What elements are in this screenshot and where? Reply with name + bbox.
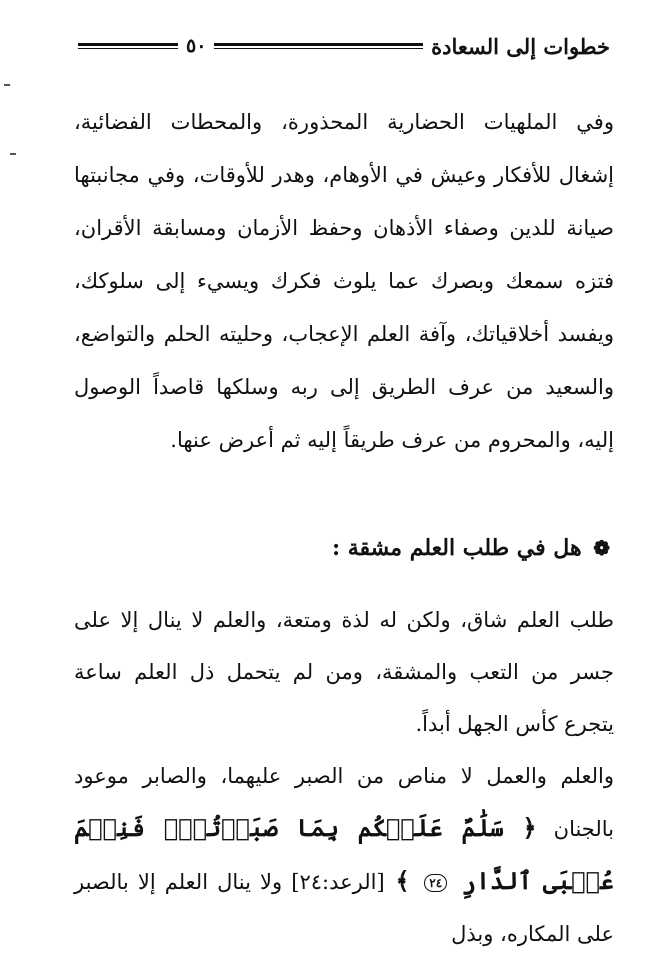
paragraph-3-outro: ولا ينال العلم إلا بالصبر على المكاره، وبذل [74,870,614,946]
paragraph-3-intro: والعلم والعمل لا مناص من الصبر عليهما، والصابر موعود بالجنان [74,764,614,841]
section-heading-text: هل في طلب العلم مشقة : [331,535,582,561]
paragraph-1 [74,96,614,467]
header-rule-short [78,43,178,49]
paragraph-3 [74,750,614,960]
verse-text: سَلَٰمٌ عَلَيۡكُم بِمَا صَبَرۡتُمۡۚ فَنِعۡمَ عُقۡبَى ٱلدَّارِ [74,813,614,895]
book-title: خطوات إلى السعادة [431,33,610,59]
paragraph-2: طلب العلم شاق، ولكن له لذة ومتعة، والعلم لا ينال إلا على جسر من التعب والمشقة، ومن لم يتحمل ذل العلم ساعة يتجرع كأس الجهل أبداً. [74,608,614,736]
verse-close-bracket: ﴾ [395,866,410,895]
section-heading [80,528,610,568]
margin-mark-top [4,84,10,86]
flower-bullet-icon: ❁ [593,536,610,560]
margin-mark-middle [10,153,16,155]
paragraph-1-text: وفي الملهيات الحضارية المحذورة، والمحطات الفضائية، إشغال للأفكار وعيش في الأوهام، وهدر للأوقات، وفي مجانبتها صيانة للدين وصفاء الأذهان وحفظ الأزمان ومسابقة الأقران، فتزه سمعك وبصرك عما يلوث فكرك ويسيء إلى سلوكك، ويفسد أخلاقياتك، وآفة العلم الإعجاب، وحليته الحلم والتواضع، والسعيد من عرف الطريق إلى ربه وسلكها قاصداً الوصول إليه، والمحروم من عرف طريقاً إليه ثم أعرض عنها. [74,110,614,452]
page-number: ٥٠ [186,35,207,57]
running-header [70,26,610,66]
section-body [74,594,614,960]
ayah-number-badge: ٢٤ [424,874,447,892]
verse-open-bracket: ﴿ [522,813,537,842]
verse-citation: [الرعد:٢٤] [291,870,385,894]
header-rule-long [214,43,423,49]
